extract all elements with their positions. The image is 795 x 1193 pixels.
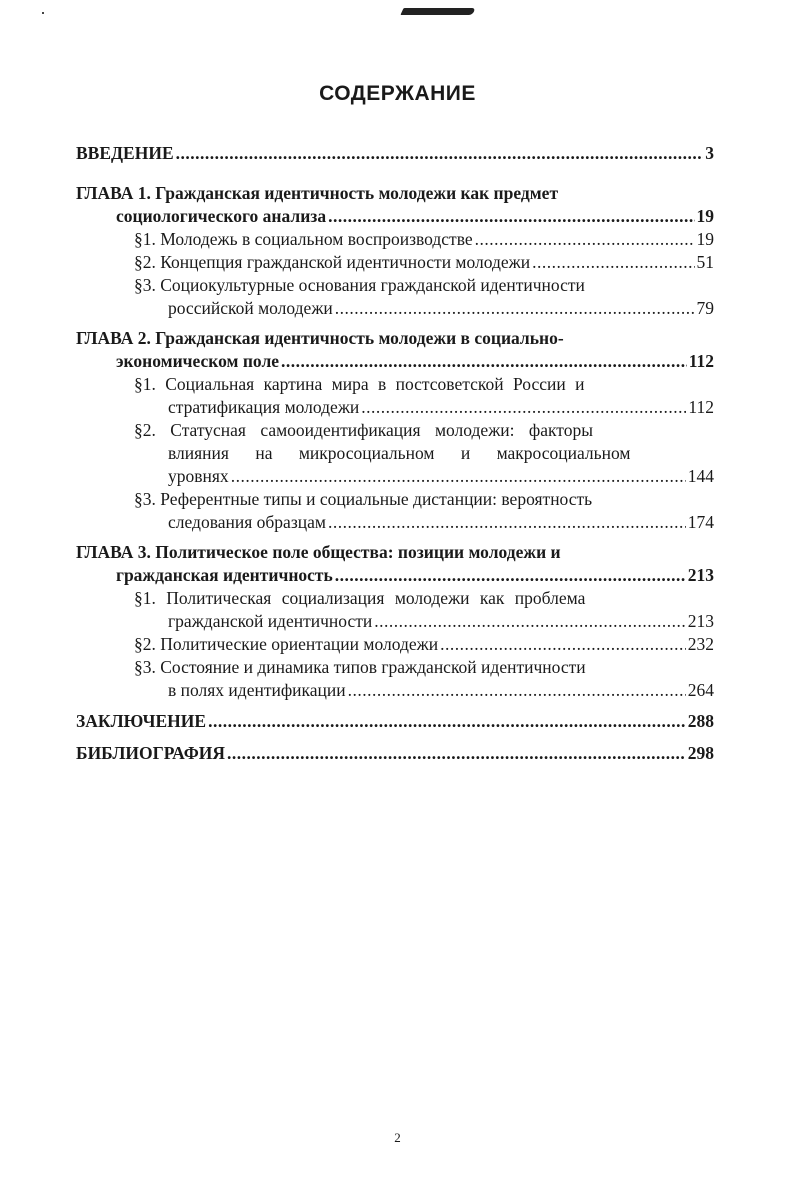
toc-page-number: 213 [687, 611, 714, 631]
toc-page-number: 51 [696, 252, 714, 272]
toc-entry-label: экономическом поле [116, 351, 280, 371]
toc-chapter-2-line1: ГЛАВА 2. Гражданская идентичность молодежи в социально- [76, 328, 564, 348]
toc-page-number: 19 [696, 229, 714, 249]
toc-entry-label: §2. Концепция гражданской идентичности молодежи [134, 252, 531, 272]
toc-page-number: 79 [696, 298, 714, 318]
toc-entry-ch3-s1-line1: §1. Политическая социализация молодежи как проблема [134, 588, 586, 608]
toc-entry-label: российской молодежи [168, 298, 333, 318]
leader-dots [348, 677, 686, 703]
toc-chapter-3-line1: ГЛАВА 3. Политическое поле общества: позиции молодежи и [76, 542, 561, 562]
toc-entry-ch1-s3-line1: §3. Социокультурные основания гражданской идентичности [134, 275, 585, 295]
toc-page-number: 144 [687, 466, 714, 486]
toc-page-number: 112 [688, 351, 714, 371]
toc-page-number: 288 [687, 711, 714, 731]
toc-entry-label: социологического анализа [116, 206, 327, 226]
toc-entry-label: уровнях [168, 466, 229, 486]
toc-entry-label: ЗАКЛЮЧЕНИЕ [76, 711, 207, 731]
toc-entry-label: §1. Молодежь в социальном воспроизводстве [134, 229, 473, 249]
scan-dust-dot [42, 12, 44, 14]
toc-entry-label: гражданская идентичность [116, 565, 333, 585]
toc-page-number: 19 [696, 206, 714, 226]
toc-entry-ch2-s3[interactable] [76, 509, 714, 535]
toc-entry-bibliography[interactable] [76, 740, 714, 766]
toc-entry-ch2-s2-line1: §2. Статусная самооидентификация молодежи: факторы [134, 420, 593, 440]
toc-page-number: 3 [705, 143, 714, 163]
leader-dots [328, 509, 686, 535]
toc-page-number: 112 [688, 397, 714, 417]
leader-dots [208, 708, 686, 734]
leader-dots [227, 740, 686, 766]
toc-entry-ch2-s2-line2: влияния на микросоциальном и макросоциальном [168, 443, 631, 463]
toc-entry-intro[interactable] [76, 140, 714, 166]
toc-entry-label: §2. Политические ориентации молодежи [134, 634, 439, 654]
toc-entry-label: БИБЛИОГРАФИЯ [76, 743, 225, 763]
toc-entry-ch1-s3[interactable] [76, 295, 714, 321]
toc-page-number: 264 [687, 680, 714, 700]
scan-artifact-mark [400, 8, 475, 15]
leader-dots [335, 295, 695, 321]
leader-dots [176, 140, 704, 166]
toc-entry-conclusion[interactable] [76, 708, 714, 734]
toc-entry-ch2-s3-line1: §3. Референтные типы и социальные дистанции: вероятность [134, 489, 593, 509]
toc-entry-ch3-s3[interactable] [76, 677, 714, 703]
toc-entry-label: следования образцам [168, 512, 326, 532]
toc-page-number: 298 [687, 743, 714, 763]
toc-page-number: 232 [687, 634, 714, 654]
toc-page-number: 213 [687, 565, 714, 585]
page-number: 2 [394, 1130, 401, 1145]
page-title: СОДЕРЖАНИЕ [319, 82, 476, 105]
toc-page-number: 174 [687, 512, 714, 532]
toc-entry-ch2-s1-line1: §1. Социальная картина мира в постсоветской России и [134, 374, 585, 394]
toc-chapter-1-line1: ГЛАВА 1. Гражданская идентичность молодежи как предмет [76, 183, 559, 203]
toc-entry-label: гражданской идентичности [168, 611, 373, 631]
toc-entry-ch3-s3-line1: §3. Состояние и динамика типов гражданской идентичности [134, 657, 586, 677]
toc-entry-label: ВВЕДЕНИЕ [76, 143, 174, 163]
toc-entry-label: в полях идентификации [168, 680, 346, 700]
toc-entry-label: стратификация молодежи [168, 397, 360, 417]
